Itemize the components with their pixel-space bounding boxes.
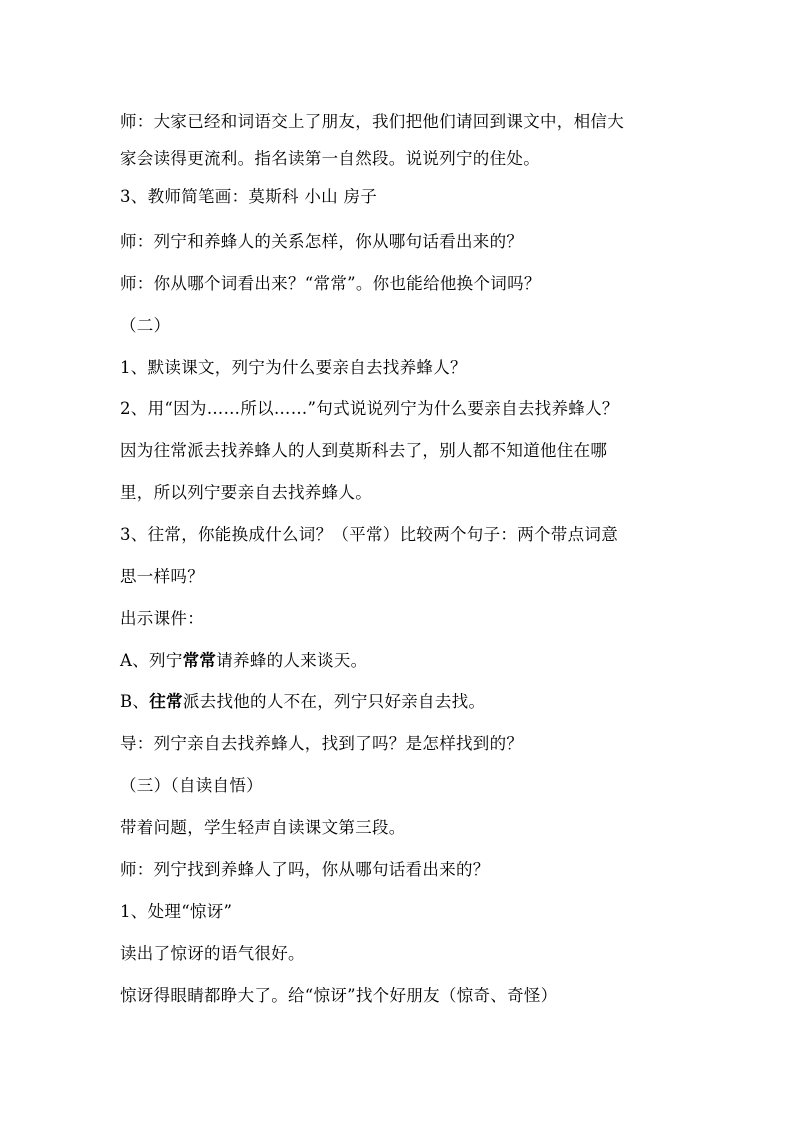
text-line: 2、用“因为……所以……”句式说说列宁为什么要亲自去找养蜂人？ — [120, 399, 619, 418]
text-line: 读出了惊讶的语气很好。 — [120, 944, 305, 963]
text-line: 师：你从哪个词看出来？“常常”。你也能给他换个词吗？ — [120, 274, 541, 293]
text-line: 3、教师简笔画：莫斯科 小山 房子 — [120, 187, 378, 206]
text-line: 3、往常，你能换成什么词？（平常）比较两个句子：两个带点词意 — [120, 525, 618, 544]
section-heading: （二） — [120, 316, 171, 335]
text-line: 思一样吗？ — [120, 567, 204, 586]
bold-keyword: 往常 — [149, 692, 183, 711]
sentence-prefix: A、列宁 — [120, 651, 183, 670]
sentence-prefix: B、 — [120, 692, 150, 711]
text-line: 导：列宁亲自去找养蜂人，找到了吗？是怎样找到的？ — [120, 734, 524, 753]
text-line: 家会读得更流利。指名读第一自然段。说说列宁的住处。 — [120, 149, 540, 168]
bold-keyword: 常常 — [182, 651, 217, 670]
text-line: 惊讶得眼睛都睁大了。给“惊讶”找个好朋友（惊奇、奇怪） — [120, 986, 558, 1005]
text-line: 师：大家已经和词语交上了朋友，我们把他们请回到课文中，相信大 — [120, 112, 624, 131]
text-line: 1、处理“惊讶” — [120, 902, 233, 921]
example-sentence-b — [120, 691, 485, 713]
text-line: 里，所以列宁要亲自去找养蜂人。 — [120, 483, 372, 502]
text-line: 1、默读课文，列宁为什么要亲自去找养蜂人？ — [120, 358, 467, 377]
example-sentence-a — [120, 650, 367, 672]
text-line: 师：列宁和养蜂人的关系怎样，你从哪句话看出来的？ — [120, 232, 524, 251]
text-line: 出示课件： — [120, 609, 204, 628]
text-line: 师：列宁找到养蜂人了吗，你从哪句话看出来的？ — [120, 860, 490, 879]
section-heading: （三）（自读自悟） — [120, 776, 263, 795]
sentence-suffix: 派去找他的人不在，列宁只好亲自去找。 — [182, 692, 486, 711]
sentence-suffix: 请养蜂的人来谈天。 — [216, 651, 368, 670]
text-line: 带着问题，学生轻声自读课文第三段。 — [120, 818, 406, 837]
text-line: 因为往常派去找养蜂人的人到莫斯科去了，别人都不知道他住在哪 — [120, 441, 608, 460]
